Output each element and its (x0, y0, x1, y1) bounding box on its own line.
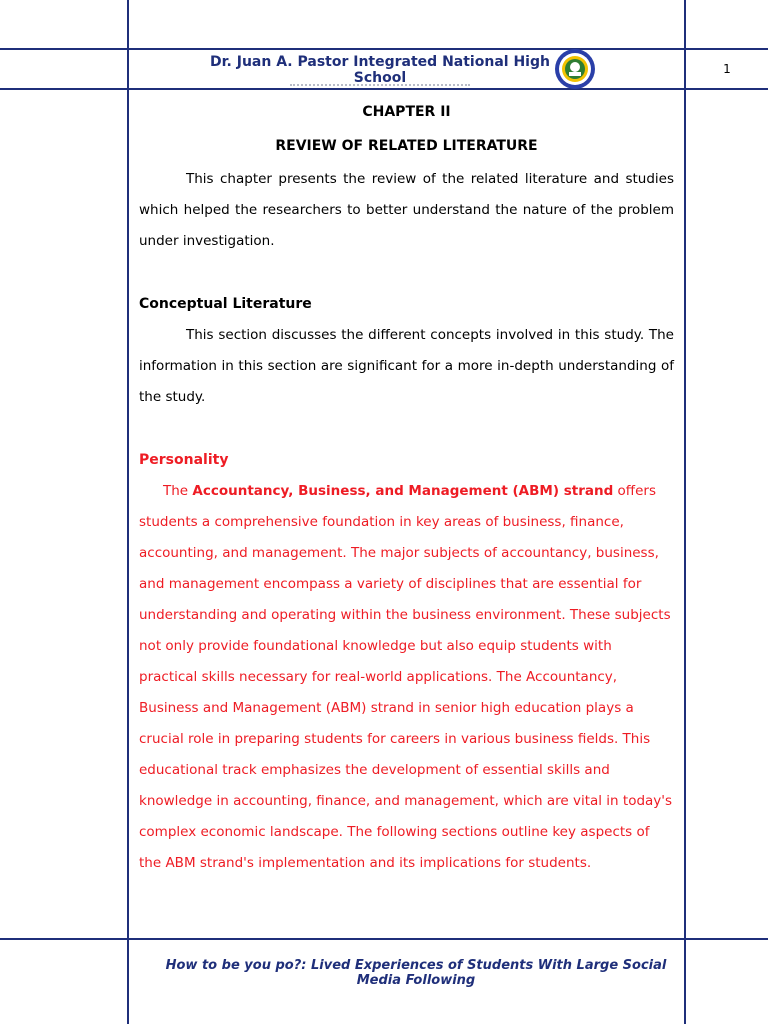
chapter-title: REVIEW OF RELATED LITERATURE (275, 138, 538, 154)
header-faded-text (290, 84, 470, 88)
right-margin-rule (684, 0, 686, 1024)
chapter-label: CHAPTER II (362, 104, 451, 120)
school-name: Dr. Juan A. Pastor Integrated National High School (210, 54, 550, 86)
abm-paragraph (139, 476, 674, 879)
abm-emphasis: Accountancy, Business, and Management (ABM) strand (192, 483, 614, 499)
header-top-rule (0, 48, 768, 50)
intro-paragraph: This chapter presents the review of the related literature and studies which helped the researchers to better understand the nature of the problem under investigation. (139, 171, 674, 249)
left-margin-rule (127, 0, 129, 1024)
page-number: 1 (723, 62, 731, 76)
conceptual-paragraph: This section discusses the different concepts involved in this study. The information in this section are significant for a more in-depth understanding of the study. (139, 327, 674, 405)
header-bottom-rule (0, 88, 768, 90)
abm-lead-word: The (163, 483, 189, 499)
abm-body-text: offers students a comprehensive foundation in key areas of business, finance, accounting, and management. The major subjects of accountancy, business, and management encompass a variety of disciplines that are essential for understanding and operating within the business environment. These subjects not only provide foundational knowledge but also equip students with practical skills necessary for real-world applications. The Accountancy, Business and Management (ABM) strand in senior high education plays a crucial role in preparing students for careers in various business fields. This educational track emphasizes the development of essential skills and knowledge in accounting, finance, and management, which are vital in today's complex economic landscape. The following sections outline key aspects of the ABM strand's implementation and its implications for students. (139, 483, 673, 871)
personality-heading: Personality (139, 452, 229, 468)
footer-study-title: How to be you po?: Lived Experiences of Students With Large Social Media Following (165, 958, 667, 988)
footer-rule (0, 938, 768, 940)
school-seal-icon (554, 48, 596, 90)
conceptual-heading: Conceptual Literature (139, 296, 312, 312)
